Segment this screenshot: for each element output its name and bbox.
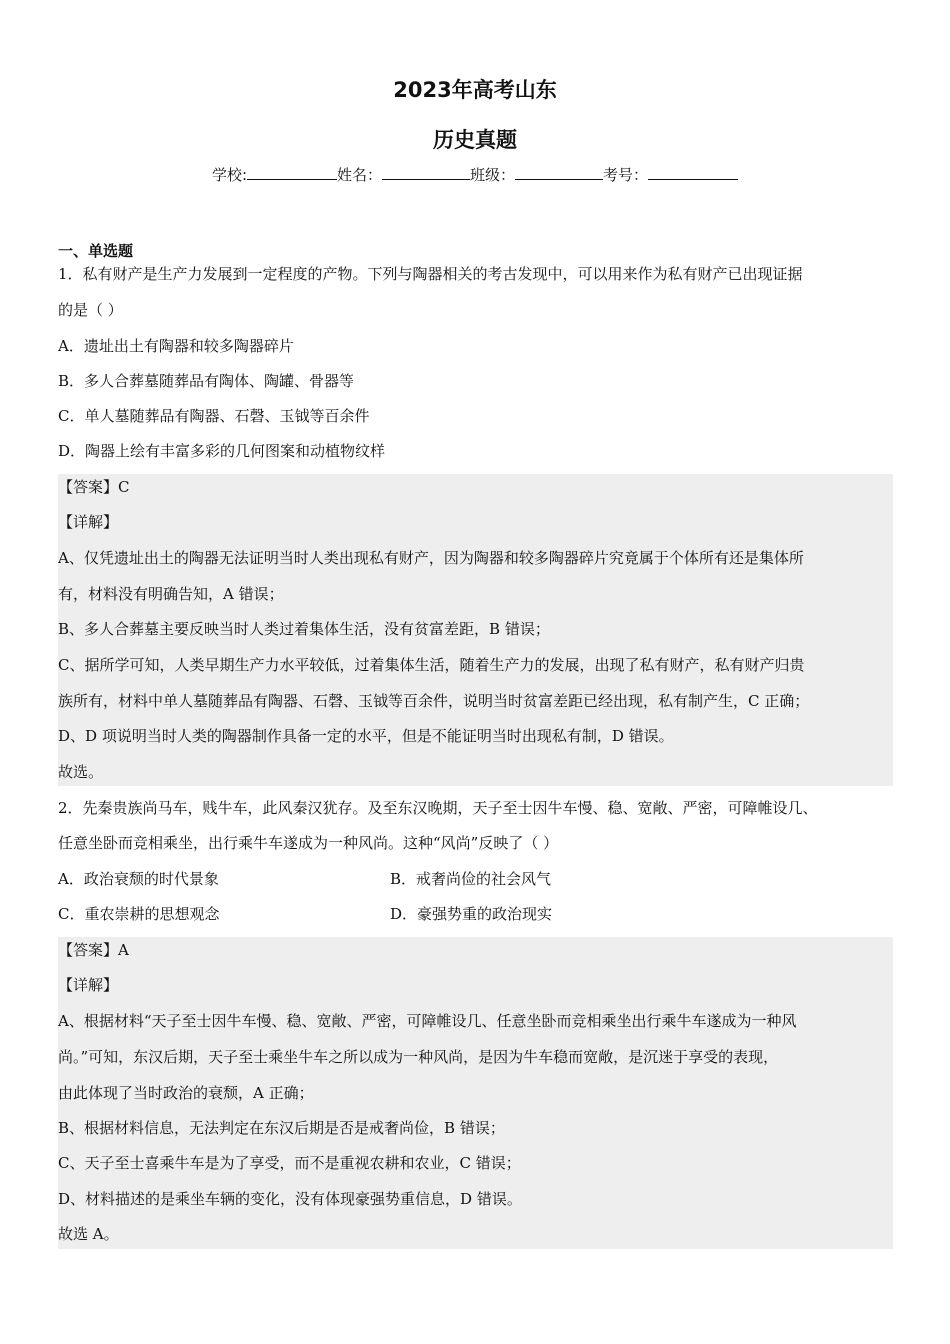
- name-blank[interactable]: [382, 163, 470, 180]
- school-blank[interactable]: [247, 163, 337, 180]
- exam-no-label: 考号：: [603, 166, 649, 184]
- q1-option-c: C．单人墓随葬品有陶器、石磬、玉钺等百余件: [58, 407, 370, 425]
- q1-stem-line2: 的是（ ）: [58, 301, 123, 319]
- q2-detail-line: C、天子至士喜乘牛车是为了享受，而不是重视农耕和农业，C 错误；: [58, 1154, 521, 1172]
- student-info-row: [0, 163, 950, 185]
- q2-option-c: C．重农崇耕的思想观念: [58, 905, 220, 923]
- q2-detail-line: 故选 A。: [58, 1225, 119, 1243]
- q2-detail-label: 【详解】: [58, 976, 119, 994]
- exam-no-blank[interactable]: [648, 163, 738, 180]
- q2-detail-line: A、根据材料“天子至士因牛车慢、稳、宽敞、严密，可障帷设几、任意坐卧而竞相乘坐出行乘牛车遂成为一种风: [58, 1012, 797, 1030]
- q1-option-a: A．遗址出土有陶器和较多陶器碎片: [58, 337, 294, 355]
- q2-answer: 【答案】A: [58, 941, 129, 959]
- q1-detail-line: B、多人合葬墓主要反映当时人类过着集体生活，没有贫富差距，B 错误；: [58, 620, 550, 638]
- q1-detail-line: 族所有，材料中单人墓随葬品有陶器、石磬、玉钺等百余件，说明当时贫富差距已经出现，私有制产生，C 正确；: [58, 692, 810, 710]
- class-blank[interactable]: [515, 163, 603, 180]
- q2-detail-line: D、材料描述的是乘坐车辆的变化，没有体现豪强势重信息，D 错误。: [58, 1190, 522, 1208]
- q1-option-b: B．多人合葬墓随葬品有陶体、陶罐、骨器等: [58, 372, 355, 390]
- q2-stem-line2: 任意坐卧而竞相乘坐，出行乘牛车遂成为一种风尚。这种“风尚”反映了（ ）: [58, 834, 559, 852]
- q1-detail-line: A、仅凭遗址出土的陶器无法证明当时人类出现私有财产，因为陶器和较多陶器碎片究竟属于个体所有还是集体所: [58, 549, 804, 567]
- q1-detail-line: C、据所学可知，人类早期生产力水平较低，过着集体生活，随着生产力的发展，出现了私有财产，私有财产归贵: [58, 656, 805, 674]
- q1-answer: 【答案】C: [58, 478, 130, 496]
- q2-option-b: B．戒奢尚俭的社会风气: [390, 870, 552, 888]
- q2-detail-line: B、根据材料信息，无法判定在东汉后期是否是戒奢尚俭，B 错误；: [58, 1119, 505, 1137]
- name-label: 姓名：: [337, 166, 383, 184]
- q2-detail-line: 由此体现了当时政治的衰颓，A 正确；: [58, 1084, 314, 1102]
- q1-stem-line1: 1．私有财产是生产力发展到一定程度的产物。下列与陶器相关的考古发现中，可以用来作为私有财产已出现证据: [58, 265, 803, 283]
- q1-detail-label: 【详解】: [58, 513, 119, 531]
- doc-title: 2023年高考山东: [393, 78, 557, 102]
- q1-option-d: D．陶器上绘有丰富多彩的几何图案和动植物纹样: [58, 442, 386, 460]
- q1-detail-line: 故选。: [58, 763, 104, 781]
- q2-option-a: A．政治衰颓的时代景象: [58, 870, 219, 888]
- school-label: 学校:: [211, 166, 247, 184]
- q2-option-d: D．豪强势重的政治现实: [390, 905, 553, 923]
- section-heading: 一、单选题: [58, 242, 134, 260]
- q1-detail-line: D、D 项说明当时人类的陶器制作具备一定的水平，但是不能证明当时出现私有制，D 错误。: [58, 727, 674, 745]
- doc-subtitle: 历史真题: [433, 128, 517, 152]
- q1-detail-line: 有，材料没有明确告知，A 错误；: [58, 585, 284, 603]
- q2-stem-line1: 2．先秦贵族尚马车，贱牛车，此风秦汉犹存。及至东汉晚期，天子至士因牛车慢、稳、宽敞、严密，可障帷设几、: [58, 799, 818, 817]
- q2-detail-line: 尚。”可知，东汉后期，天子至士乘坐牛车之所以成为一种风尚，是因为牛车稳而宽敞，是沉迷于享受的表现，: [58, 1048, 779, 1066]
- class-label: 班级：: [470, 166, 516, 184]
